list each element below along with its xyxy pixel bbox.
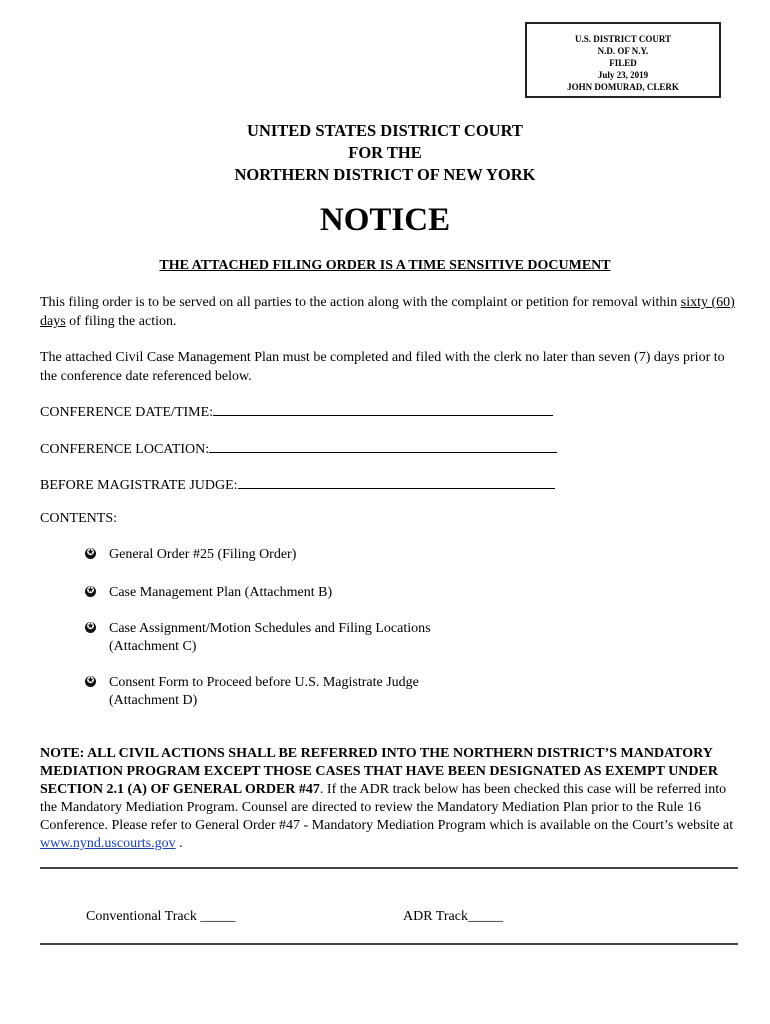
list-item: ✪ Consent Form to Proceed before U.S. Magistrate Judge (Attachment D) [86, 675, 419, 708]
divider [40, 943, 738, 945]
conventional-track-field[interactable]: Conventional Track _____ [86, 909, 236, 924]
list-item: ✪ Case Assignment/Motion Schedules and Filing Locations (Attachment C) [86, 621, 431, 654]
paragraph-service: This filing order is to be served on all parties to the action along with the complaint or petition for removal within sixty (60) days of filing the action. [40, 295, 735, 329]
star-bullet-icon: ✪ [86, 548, 95, 558]
field-label: BEFORE MAGISTRATE JUDGE: [40, 478, 238, 493]
deadline-text: sixty (60) days [40, 295, 735, 329]
stamp-line: FILED [609, 58, 637, 68]
stamp-line: N.D. OF N.Y. [597, 46, 649, 56]
conference-location-field[interactable] [40, 440, 557, 458]
magistrate-judge-field[interactable] [40, 476, 555, 494]
contents-label: CONTENTS: [40, 511, 117, 526]
field-blank[interactable] [209, 440, 557, 453]
stamp-date: July 23, 2019 [597, 70, 649, 80]
adr-track-field[interactable]: ADR Track_____ [403, 909, 503, 924]
field-label: CONFERENCE DATE/TIME: [40, 405, 214, 420]
conference-datetime-field[interactable] [40, 403, 553, 421]
note-bold: NOTE: ALL CIVIL ACTIONS SHALL BE REFERRED INTO THE NORTHERN DISTRICT’S MANDATORY MEDIATION PROGRAM EXCEPT THOSE CASES THAT HAVE BEEN DESIGNATED AS EXEMPT UNDER SECTION 2.1 (A) OF GENERAL ORDER #47 [40, 746, 718, 797]
subheading: THE ATTACHED FILING ORDER IS A TIME SENSITIVE DOCUMENT [159, 258, 611, 273]
list-item: ✪ Case Management Plan (Attachment B) [86, 585, 333, 600]
court-district: NORTHERN DISTRICT OF NEW YORK [234, 165, 536, 184]
field-blank[interactable] [213, 403, 553, 416]
stamp-clerk: JOHN DOMURAD, CLERK [567, 82, 679, 92]
field-blank[interactable] [238, 476, 555, 489]
court-website-link[interactable]: www.nynd.uscourts.gov [40, 836, 176, 851]
star-bullet-icon: ✪ [86, 586, 95, 596]
paragraph-management-plan: The attached Civil Case Management Plan must be completed and filed with the clerk no later than seven (7) days prior to the conference date referenced below. [40, 350, 725, 384]
star-bullet-icon: ✪ [86, 622, 95, 632]
court-header [0, 120, 770, 186]
stamp-line: U.S. DISTRICT COURT [574, 34, 672, 44]
mediation-note: NOTE: ALL CIVIL ACTIONS SHALL BE REFERRED INTO THE NORTHERN DISTRICT’S MANDATORY MEDIATION PROGRAM EXCEPT THOSE CASES THAT HAVE BEEN DESIGNATED AS EXEMPT UNDER SECTION 2.1 (A) OF GENERAL ORDER #47. If the ADR track below has been checked this case will be referred into the Mandatory Mediation Program. Counsel are directed to review the Mandatory Mediation Plan prior to the Rule 16 Conference. Please refer to General Order #47 - Mandatory Mediation Program which is available on the Court’s website at www.nynd.uscourts.gov . [40, 746, 734, 851]
filed-stamp [525, 22, 721, 98]
page-title: NOTICE [319, 202, 451, 238]
star-bullet-icon: ✪ [86, 676, 95, 686]
court-name: UNITED STATES DISTRICT COURT [247, 121, 523, 140]
field-label: CONFERENCE LOCATION: [40, 442, 210, 457]
list-item: ✪ General Order #25 (Filing Order) [86, 547, 297, 562]
court-for-the: FOR THE [348, 143, 422, 162]
divider [40, 867, 738, 869]
